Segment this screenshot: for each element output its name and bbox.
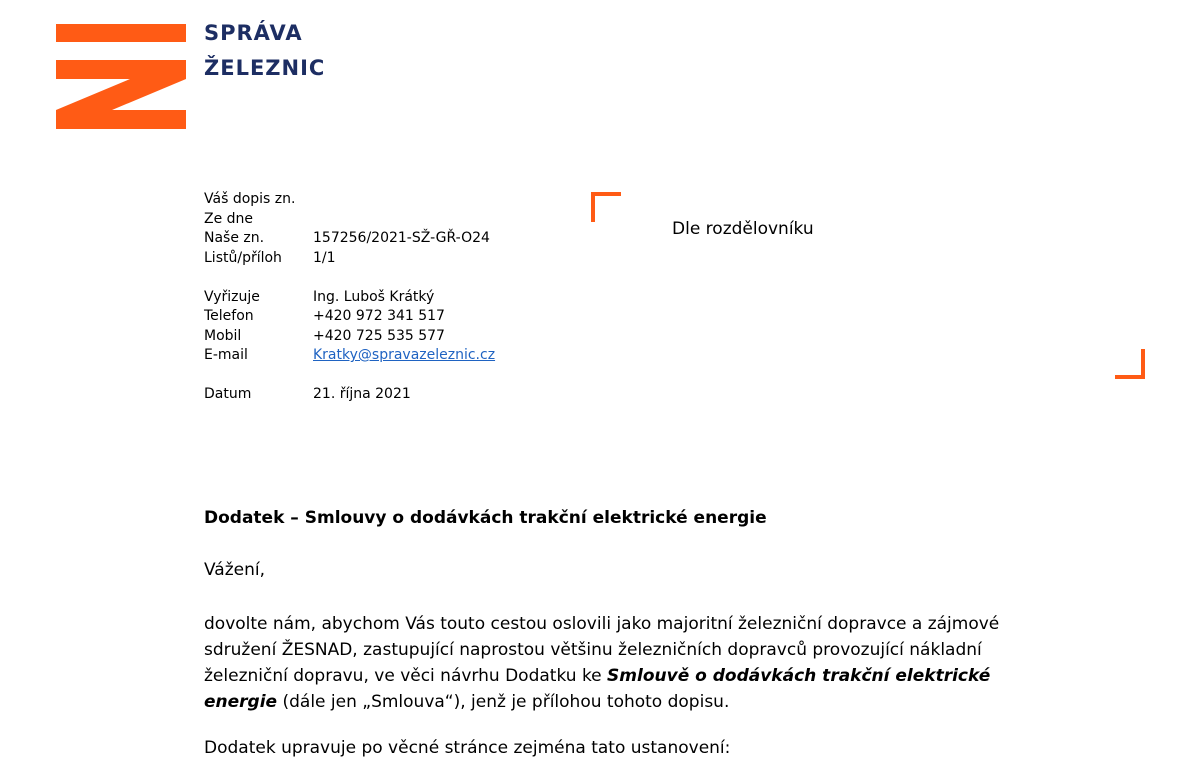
- email-link[interactable]: Kratky@spravazeleznic.cz: [313, 347, 496, 363]
- letter-reference-block: [204, 190, 495, 404]
- datum-value: 21. října 2021: [313, 385, 411, 402]
- vas-dopis-label: Váš dopis zn.: [204, 191, 296, 207]
- meta-row-vas-dopis: [204, 190, 495, 210]
- nase-zn-label: Naše zn.: [204, 230, 265, 246]
- paragraph-line: dovolte nám, abychom Vás touto cestou oslovili jako majoritní železniční dopravce a zájmové: [204, 614, 1000, 634]
- logo-mark-icon: [56, 24, 188, 130]
- ze-dne-label: Ze dne: [204, 210, 254, 227]
- meta-row-ze-dne: [204, 210, 495, 230]
- contract-name-emphasis: energie: [204, 692, 278, 712]
- contract-name-emphasis: Smlouvě o dodávkách trakční elektrické: [607, 666, 991, 686]
- meta-row-listu: [204, 249, 495, 269]
- mobil-value: +420 725 535 577: [313, 327, 445, 344]
- meta-row-datum: [204, 385, 495, 405]
- nase-zn-value: 157256/2021-SŽ-GŘ-O24: [313, 230, 490, 246]
- vyrizuje-value: Ing. Luboš Krátký: [313, 288, 435, 305]
- meta-spacer: [204, 268, 495, 288]
- meta-row-email: [204, 346, 495, 366]
- vyrizuje-label: Vyřizuje: [204, 288, 260, 305]
- meta-row-vyrizuje: [204, 288, 495, 308]
- paragraph-line: [204, 689, 1134, 715]
- body-paragraph-1: [204, 611, 1134, 715]
- telefon-label: Telefon: [204, 308, 254, 324]
- mobil-label: Mobil: [204, 327, 242, 344]
- paragraph-line: sdružení ŽESNAD, zastupující naprostou většinu železničních dopravců provozující nákladní: [204, 640, 982, 660]
- logo-text-sprava: SPRÁVA: [204, 21, 303, 45]
- spravа-zeleznic-logo: [56, 22, 356, 130]
- paragraph-text: (dále jen „Smlouva“), jenž je přílohou tohoto dopisu.: [277, 692, 730, 712]
- email-label: E-mail: [204, 347, 248, 363]
- datum-label: Datum: [204, 385, 252, 402]
- meta-row-nase-zn: [204, 229, 495, 249]
- meta-row-telefon: [204, 307, 495, 327]
- address-window-corner-bottom-right: [1115, 349, 1145, 379]
- recipient-address: Dle rozdělovníku: [672, 219, 814, 239]
- telefon-value: +420 972 341 517: [313, 308, 445, 324]
- meta-spacer: [204, 366, 495, 385]
- paragraph-text: železniční dopravu, ve věci návrhu Dodatku ke: [204, 666, 608, 686]
- logo-text-zeleznic: ŽELEZNIC: [204, 56, 326, 80]
- meta-row-mobil: [204, 327, 495, 347]
- paragraph-line: [204, 663, 1134, 689]
- listu-value: 1/1: [313, 249, 336, 266]
- letter-greeting: Vážení,: [204, 560, 266, 580]
- address-window-corner-top-left: [591, 192, 621, 222]
- letter-subject: Dodatek – Smlouvy o dodávkách trakční elektrické energie: [204, 508, 767, 528]
- body-paragraph-2: Dodatek upravuje po věcné stránce zejména tato ustanovení:: [204, 738, 731, 758]
- listu-label: Listů/příloh: [204, 249, 282, 266]
